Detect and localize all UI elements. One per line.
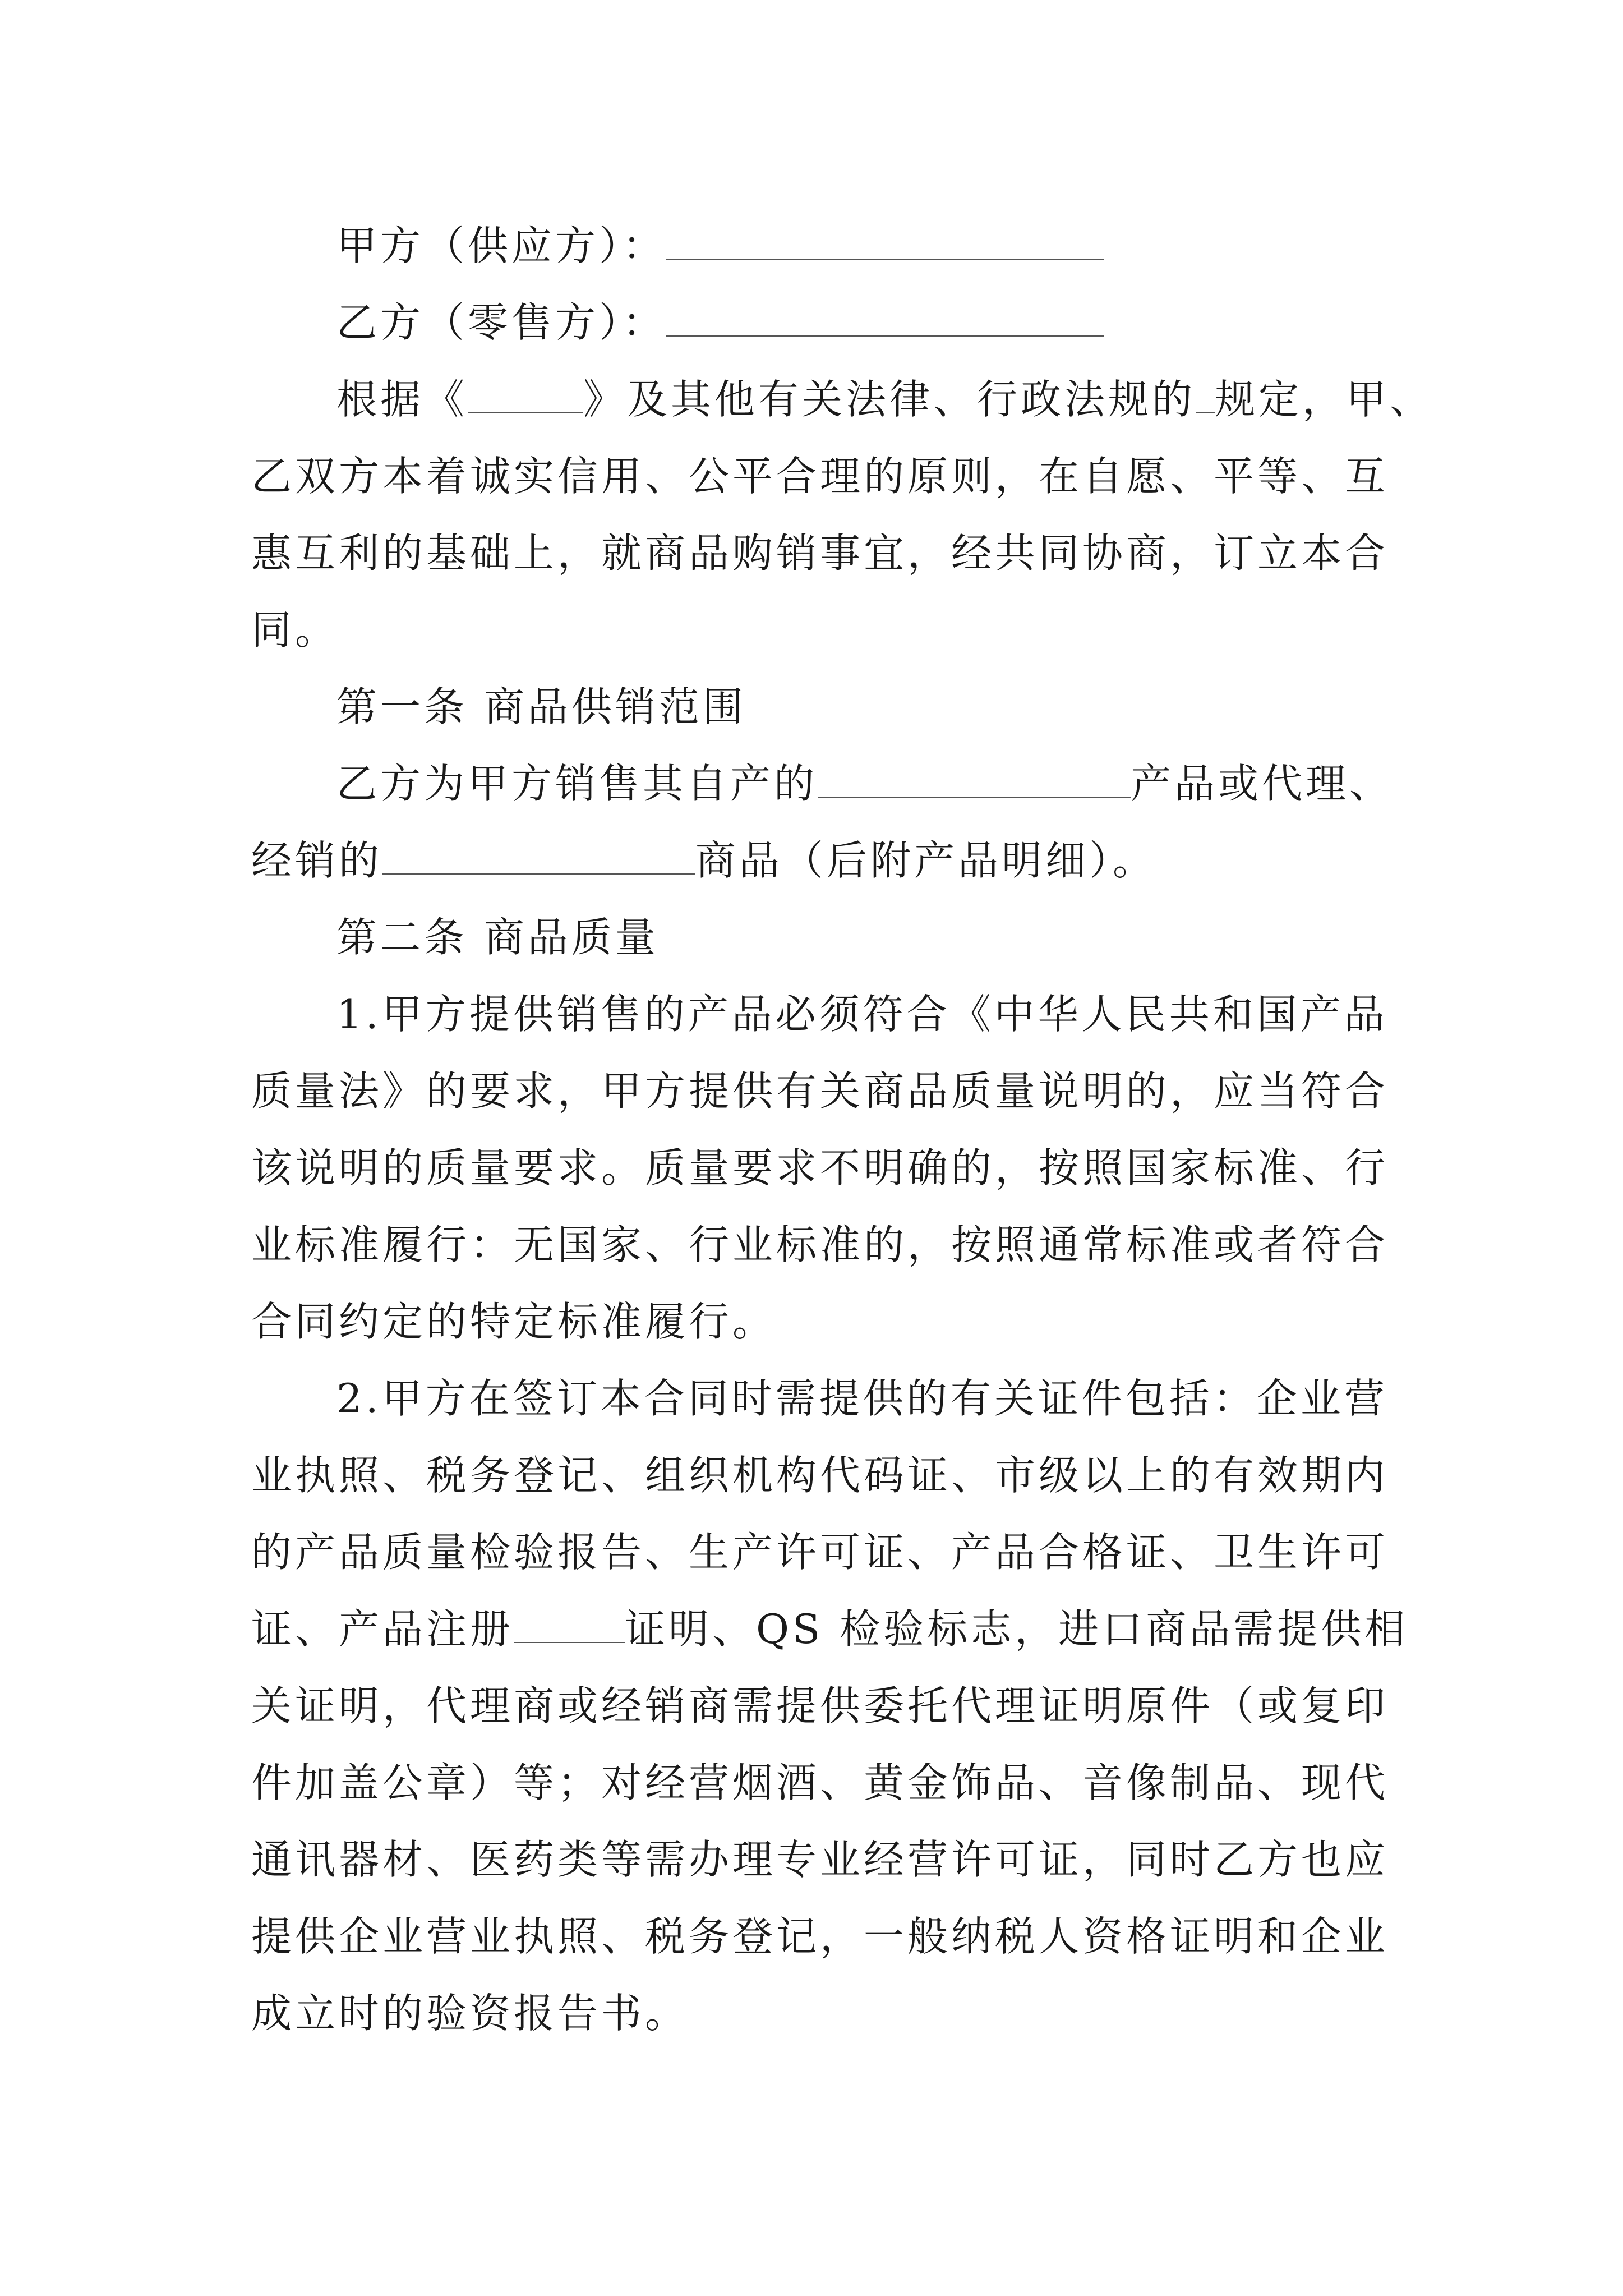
article-1-line-2 [251,822,1395,899]
product-blank [818,765,1131,798]
article-2-p1-line: 质量法》的要求，甲方提供有关商品质量说明的，应当符合 [251,1068,1389,1115]
party-a-label: 甲方（供应方）： [336,222,667,269]
article-1-text: 产品或代理、 [1131,760,1394,807]
article-2-p2-line: 关证明，代理商或经销商需提供委托代理证明原件（或复印 [251,1682,1389,1729]
small-blank [1196,381,1215,413]
article-2-p2-line: 2.甲方在签订本合同时需提供的有关证件包括：企业营 [336,1375,1388,1422]
party-b-blank [666,304,1104,337]
contract-body [251,208,1434,2052]
article-2-p2-line: 提供企业营业执照、税务登记，一般纳税人资格证明和企业 [251,1913,1389,1960]
article-1-line-1 [251,746,1395,822]
registration-blank [514,1611,625,1643]
article-2-text: 证明、QS 检验标志，进口商品需提供相 [625,1605,1409,1653]
preamble-text: 根据《 [336,376,468,423]
preamble-line-2: 乙双方本着诚实信用、公平合理的原则，在自愿、平等、互 [251,453,1389,500]
article-2-title: 第二条 商品质量 [336,914,659,961]
article-2-p1-line: 1.甲方提供销售的产品必须符合《中华人民共和国产品 [336,991,1388,1038]
goods-blank [382,842,695,875]
article-1-text: 商品（后附产品明细）。 [695,837,1157,884]
party-b-label: 乙方（零售方）： [336,299,667,346]
article-2-p2-line [251,1591,1409,1668]
law-name-blank [468,381,583,413]
article-2-p1-line: 合同约定的特定标准履行。 [251,1298,777,1345]
article-1-text: 经销的 [251,837,383,884]
article-2-p2-line: 件加盖公章）等；对经营烟酒、黄金饰品、音像制品、现代 [251,1759,1389,1806]
article-1-text: 乙方为甲方销售其自产的 [336,760,818,807]
party-a-blank [666,227,1104,260]
article-2-p2-line: 的产品质量检验报告、生产许可证、产品合格证、卫生许可 [251,1529,1389,1576]
article-2-text: 证、产品注册 [251,1605,514,1653]
article-2-p1-line: 该说明的质量要求。质量要求不明确的，按照国家标准、行 [251,1144,1389,1191]
preamble-line-4: 同。 [251,606,339,654]
preamble-line-1 [251,361,1434,438]
article-2-p2-line: 业执照、税务登记、组织机构代码证、市级以上的有效期内 [251,1452,1389,1499]
article-2-p1-line: 业标准履行：无国家、行业标准的，按照通常标准或者符合 [251,1221,1389,1268]
party-b-line [251,284,1395,361]
preamble-text: 规定，甲、 [1215,376,1434,423]
preamble-text: 》及其他有关法律、行政法规的 [583,376,1196,423]
article-2-p2-line: 成立时的验资报告书。 [251,1990,689,2037]
article-1-title: 第一条 商品供销范围 [336,683,746,730]
preamble-line-3: 惠互利的基础上，就商品购销事宜，经共同协商，订立本合 [251,530,1389,577]
party-a-line [251,208,1395,284]
article-2-p2-line: 通讯器材、医药类等需办理专业经营许可证，同时乙方也应 [251,1836,1389,1883]
